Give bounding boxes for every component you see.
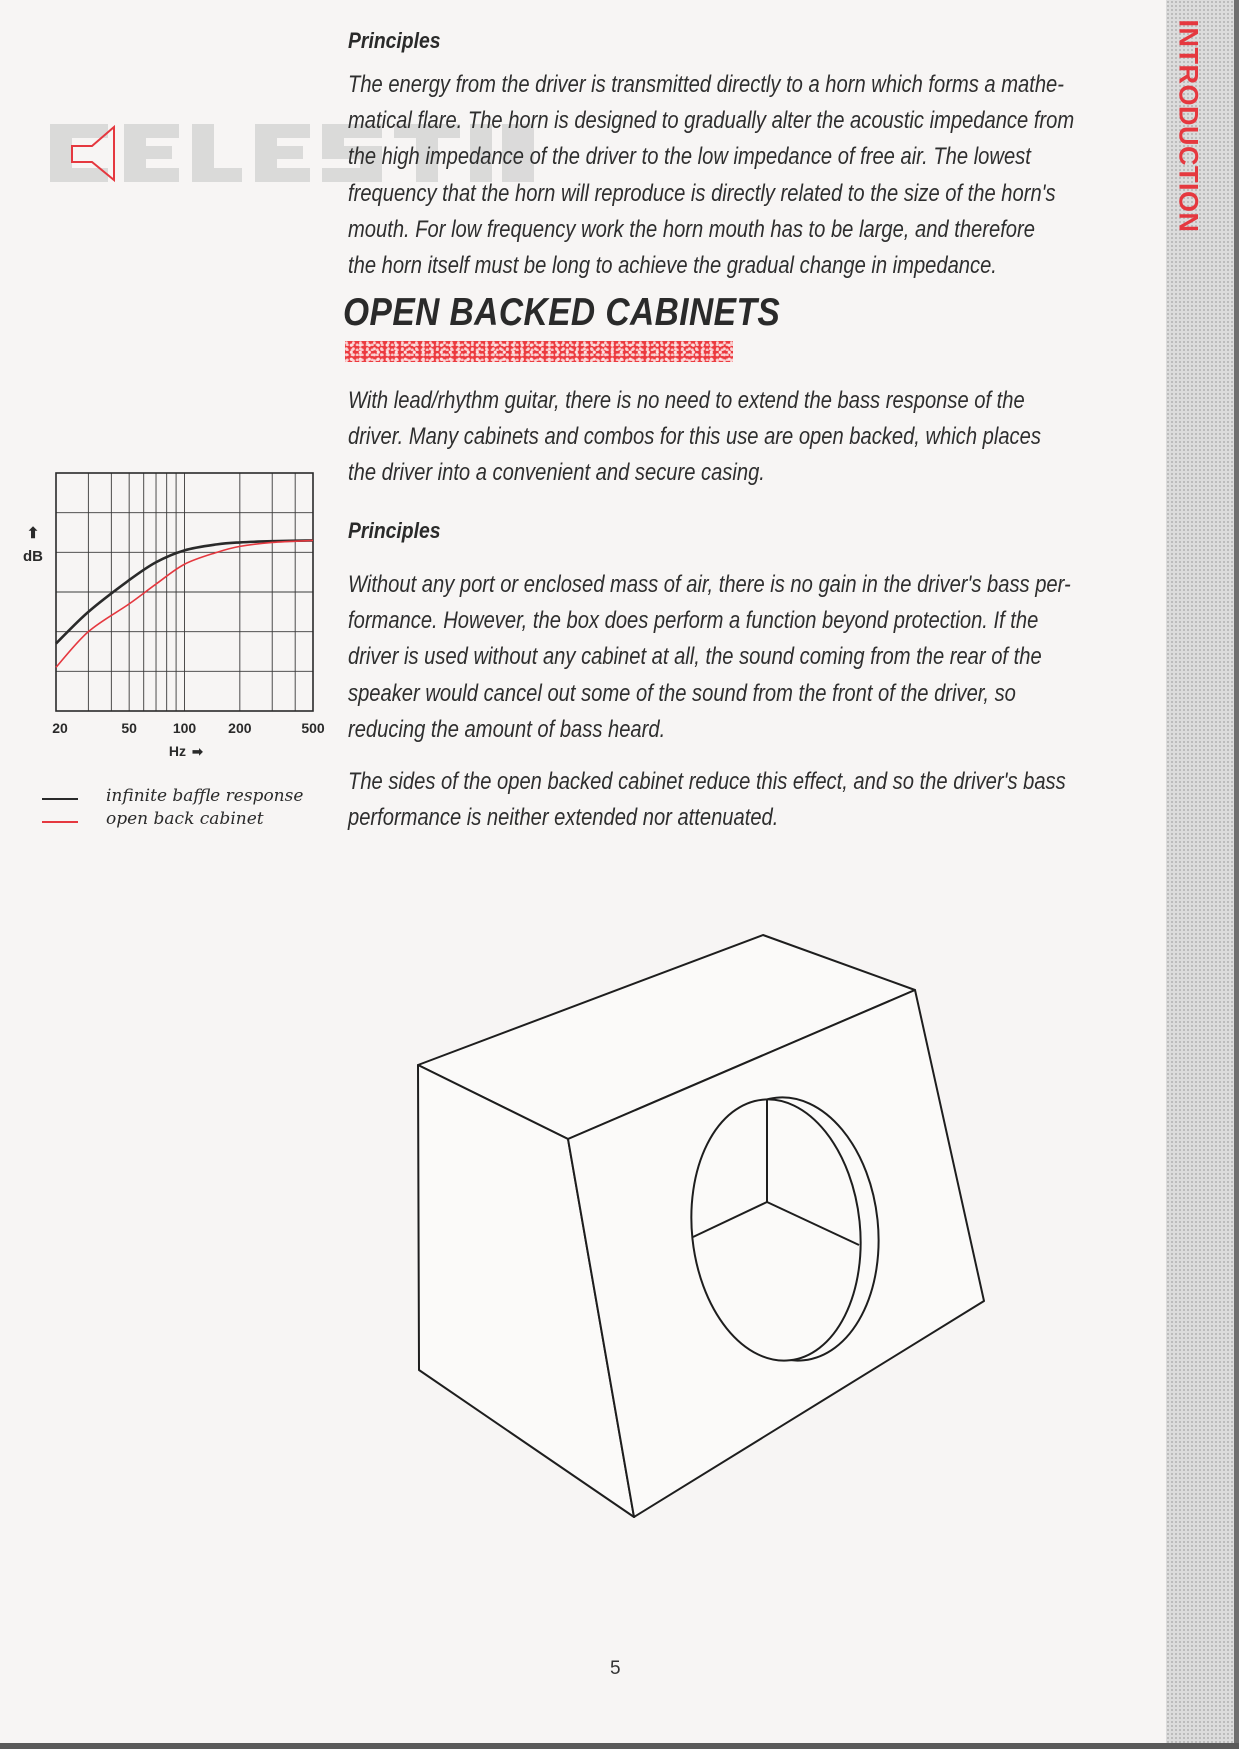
section-tab-strip	[1166, 0, 1236, 1749]
section2-paragraph-2	[348, 764, 1087, 836]
section1-subheading: Principles	[348, 28, 441, 53]
section2-subheading: Principles	[348, 518, 441, 543]
text-line: reducing the amount of bass heard.	[348, 715, 666, 743]
x-axis-arrow-icon: ➡	[192, 744, 203, 759]
x-tick-label: 100	[172, 720, 197, 736]
section-heading: OPEN BACKED CABINETS	[343, 291, 781, 334]
x-tick-label: 20	[52, 720, 68, 736]
text-line: Without any port or enclosed mass of air, there is no gain in the driver's bass per-	[348, 571, 1071, 598]
text-line: mouth. For low frequency work the horn mouth has to be large, and therefore	[348, 215, 1035, 243]
text-line: driver. Many cabinets and combos for this use are open backed, which places	[348, 423, 1041, 451]
text-line: driver is used without any cabinet at all, the sound coming from the rear of the	[348, 643, 1042, 671]
section2-intro-paragraph	[348, 383, 1087, 492]
section1-paragraph	[348, 67, 1087, 284]
section-label: INTRODUCTION	[1173, 19, 1204, 233]
page-edge-shadow	[1234, 0, 1239, 1749]
text-line: performance is neither extended nor attenuated.	[348, 804, 779, 832]
text-line: the high impedance of the driver to the low impedance of free air. The lowest	[348, 143, 1031, 171]
section2-paragraph-1	[348, 567, 1087, 748]
text-line: With lead/rhythm guitar, there is no need to extend the bass response of the	[348, 387, 1025, 414]
text-line: the driver into a convenient and secure casing.	[348, 459, 765, 487]
y-axis-label: dB	[23, 548, 43, 565]
text-line: frequency that the horn will reproduce is directly related to the size of the horn's	[348, 179, 1056, 207]
chart-grid	[56, 473, 313, 711]
x-tick-labels	[52, 720, 325, 736]
text-line: The energy from the driver is transmitted directly to a horn which forms a mathe-	[348, 71, 1064, 98]
text-line: matical flare. The horn is designed to gradually alter the acoustic impedance from	[348, 107, 1075, 135]
page-number: 5	[610, 1658, 621, 1679]
text-line: formance. However, the box does perform a function beyond protection. If the	[348, 607, 1039, 635]
heading-underline-bar	[345, 341, 733, 362]
x-axis-label: Hz	[168, 743, 186, 759]
frequency-response-chart	[0, 460, 340, 780]
page-bottom-edge	[0, 1743, 1239, 1749]
x-tick-label: 50	[121, 720, 137, 736]
x-tick-label: 500	[301, 720, 325, 736]
text-line: The sides of the open backed cabinet reduce this effect, and so the driver's bass	[348, 768, 1066, 795]
text-line: speaker would cancel out some of the sound from the front of the driver, so	[348, 679, 1016, 707]
text-line: the horn itself must be long to achieve the gradual change in impedance.	[348, 252, 997, 280]
y-axis-arrow-icon: ⬆	[26, 525, 40, 542]
legend-label: infinite baffle response	[106, 786, 304, 806]
open-backed-cabinet-drawing	[400, 920, 1000, 1540]
legend-swatch	[42, 821, 78, 823]
legend-label: open back cabinet	[106, 809, 264, 829]
x-tick-label: 200	[228, 720, 252, 736]
legend-swatch	[42, 798, 78, 800]
